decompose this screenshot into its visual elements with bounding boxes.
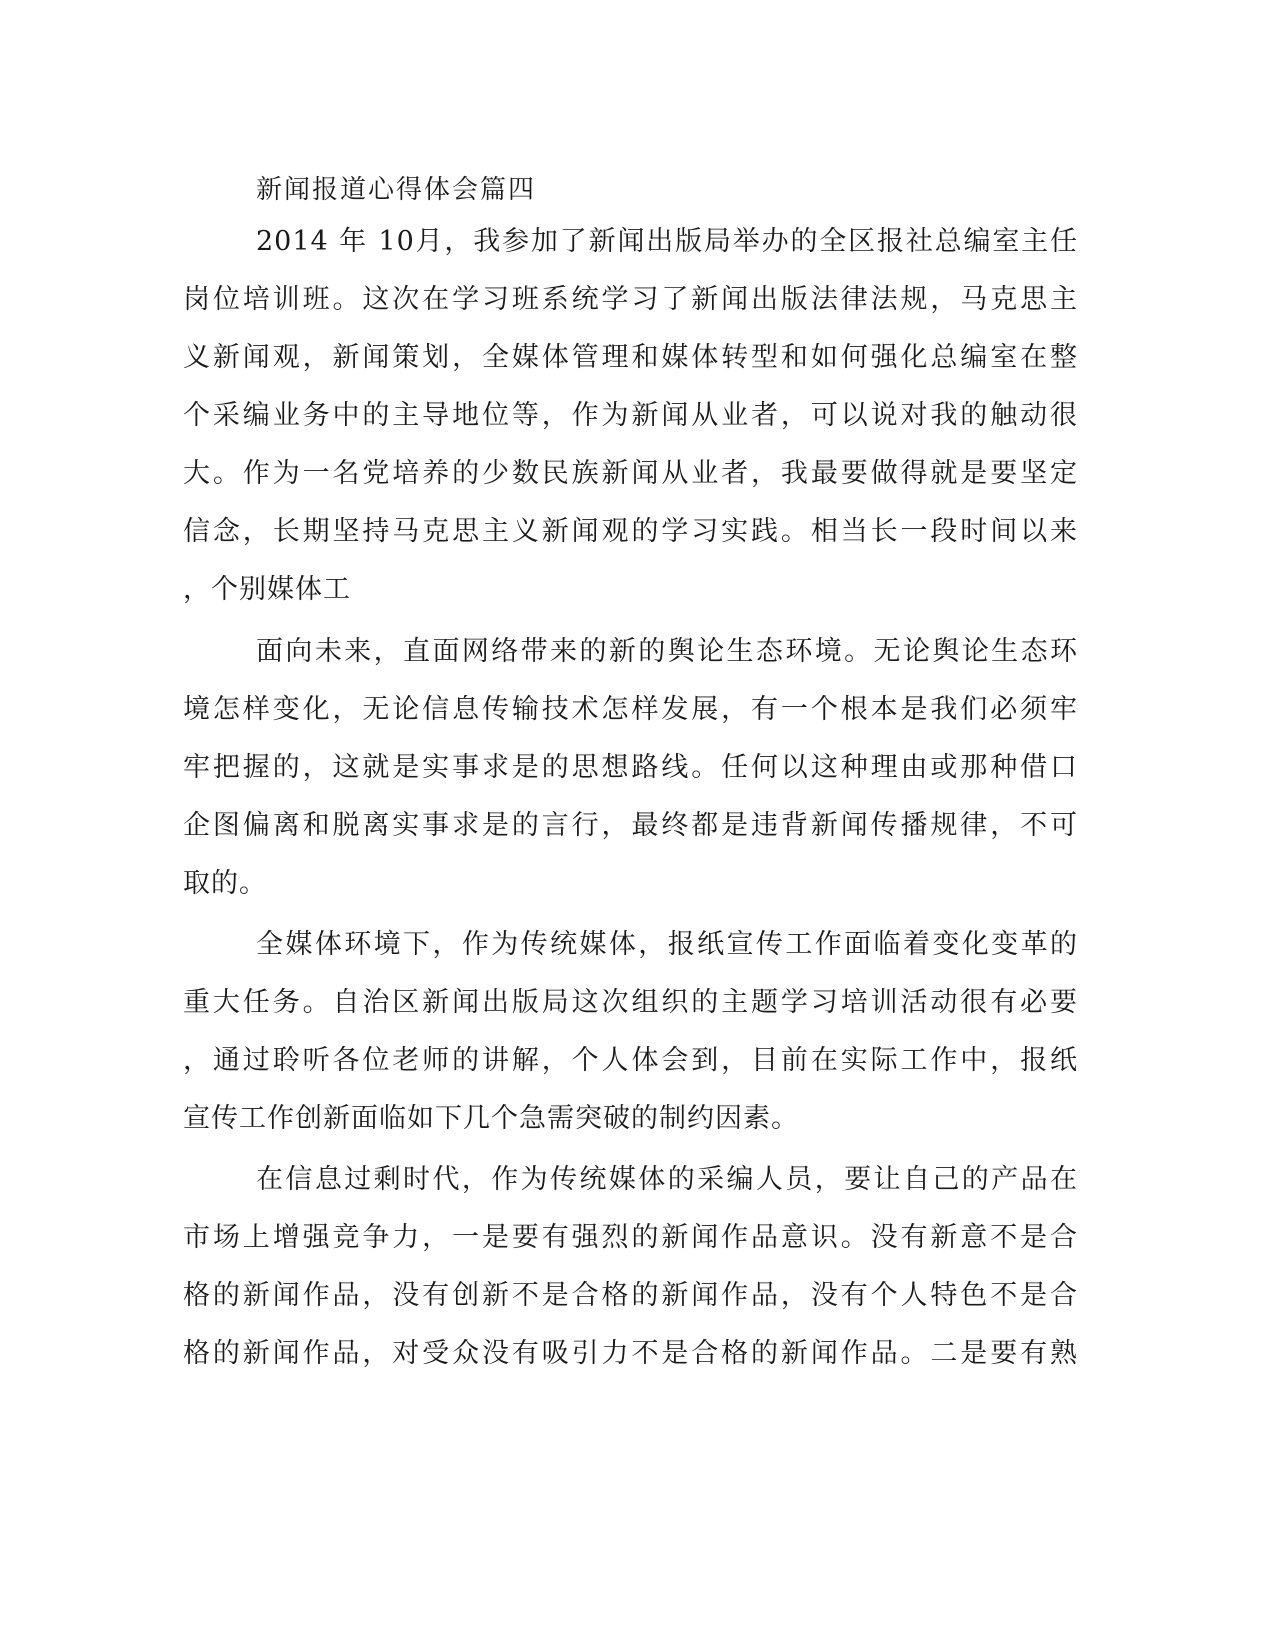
paragraph-line: 企图偏离和脱离实事求是的言行，最终都是违背新闻传播规律，不可 [183,810,1078,841]
paragraph-line: 牢把握的，这就是实事求是的思想路线。任何以这种理由或那种借口 [183,752,1078,783]
paragraph-line: 义新闻观，新闻策划，全媒体管理和媒体转型和如何强化总编室在整 [183,342,1078,373]
paragraph-line: 格的新闻作品，对受众没有吸引力不是合格的新闻作品。二是要有熟 [183,1338,1078,1369]
paragraph-line: 宣传工作创新面临如下几个急需突破的制约因素。 [183,1103,799,1134]
paragraph-line: 2014 年 10月，我参加了新闻出版局举办的全区报社总编室主任 [256,226,1078,257]
paragraph-line: ，通过聆听各位老师的讲解，个人体会到，目前在实际工作中，报纸 [183,1045,1078,1076]
paragraph-line: 在信息过剩时代，作为传统媒体的采编人员，要让自己的产品在 [256,1164,1078,1195]
paragraph-line: ，个别媒体工 [183,574,351,605]
paragraph-line: 市场上增强竞争力，一是要有强烈的新闻作品意识。没有新意不是合 [183,1222,1078,1253]
paragraph-line: 个采编业务中的主导地位等，作为新闻从业者，可以说对我的触动很 [183,400,1078,431]
paragraph-line: 面向未来，直面网络带来的新的舆论生态环境。无论舆论生态环 [256,636,1078,667]
paragraph-line: 岗位培训班。这次在学习班系统学习了新闻出版法律法规，马克思主 [183,284,1078,315]
document-title: 新闻报道心得体会篇四 [256,175,537,205]
paragraph-line: 大。作为一名党培养的少数民族新闻从业者，我最要做得就是要坚定 [183,458,1078,489]
paragraph-line: 格的新闻作品，没有创新不是合格的新闻作品，没有个人特色不是合 [183,1280,1078,1311]
paragraph-line: 取的。 [183,868,267,899]
paragraph-line: 全媒体环境下，作为传统媒体，报纸宣传工作面临着变化变革的 [256,929,1078,960]
paragraph-line: 境怎样变化，无论信息传输技术怎样发展，有一个根本是我们必须牢 [183,694,1078,725]
paragraph-line: 重大任务。自治区新闻出版局这次组织的主题学习培训活动很有必要 [183,987,1078,1018]
paragraph-line: 信念，长期坚持马克思主义新闻观的学习实践。相当长一段时间以来 [183,516,1078,547]
